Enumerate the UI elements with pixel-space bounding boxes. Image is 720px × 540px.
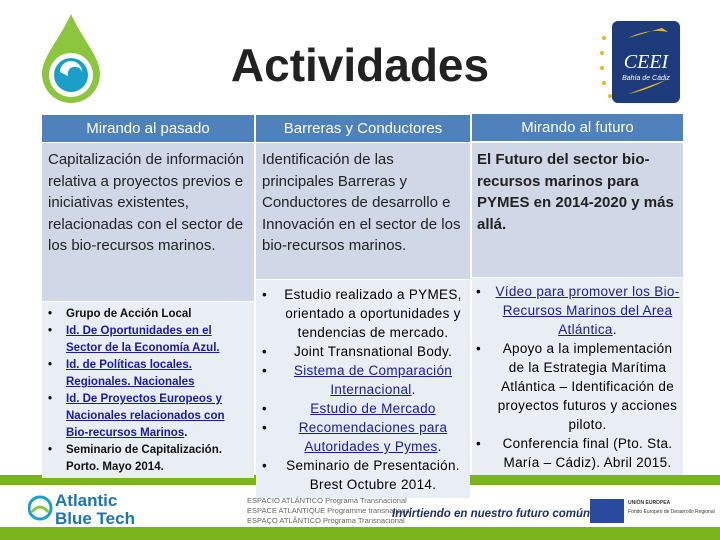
link-proyectos[interactable]: Id. De Proyectos Europeos y Nacionales relacionados con Bio-recursos Marinos (66, 393, 225, 439)
barriers-list-box: • Estudio realizado a PYMES, orientado a oportunidades y tendencias de mercado. • Joint Transnational Body. • Sistema de Comparación Internacional. • Estudio de Mercado • Recomendaciones para Autoridades y Pymes. • Seminario de Presentación. Brest Octubre 2014. (256, 280, 470, 498)
past-intro: Capitalización de información relativa a proyectos previos e iniciativas existentes, relacionadas con el sector de los bio-recursos marinos. (42, 143, 254, 301)
list-item: • Seminario de Presentación. Brest Octubre 2014. (258, 456, 466, 494)
list-item: • Seminario de Capitalización. Porto. Mayo 2014. (44, 442, 250, 476)
column-header-barriers: Barreras y Conductores (256, 115, 470, 142)
link-oportunidades[interactable]: Id. De Oportunidades en el Sector de la Economía Azul. (66, 325, 220, 354)
link-sistema-comparacion[interactable]: Sistema de Comparación Internacional (293, 363, 453, 397)
list-item: • Conferencia final (Pto. Sta. María – Cádiz). Abril 2015. (472, 434, 681, 472)
svg-text:Bahía de Cádiz: Bahía de Cádiz (622, 75, 670, 82)
column-header-future: Mirando al futuro (472, 114, 683, 141)
page-title: Actividades (230, 39, 490, 91)
list-item: • Apoyo a la implementación de la Estrategia Marítima Atlántica – Identificación de proyectos futuros y acciones piloto. (472, 339, 681, 434)
program-lines: ESPACIO ATLÁNTICO Programa Transnacional ESPACE ATLANTIQUE Programme transnational ESPAÇO ATLÂNTICO Programa Transnacional (247, 496, 412, 525)
future-list-box: • Vídeo para promover los Bio-Recursos Marinos del Area Atlántica. • Apoyo a la implementación de la Estrategia Marítima Atlántica – Identificación de proyectos futuros y acciones piloto. • Conferencia final (Pto. Sta. María – Cádiz). Abril 2015. (472, 278, 683, 475)
ceei-logo (598, 18, 682, 104)
eu-text: UNIÓN EUROPEA Fondo Europeo de Desarrollo Regional (628, 500, 715, 515)
column-header-past: Mirando al pasado (42, 115, 254, 142)
green-band-bottom (0, 527, 720, 540)
future-intro: El Futuro del sector bio-recursos marinos para PYMES en 2014-2020 y más allá. (472, 143, 683, 277)
list-item: • Grupo de Acción Local (44, 306, 250, 323)
past-list-box: • Grupo de Acción Local • Id. De Oportunidades en el Sector de la Economía Azul. • Id. de Políticas locales. Regionales. Nacionales • Id. De Proyectos Europeos y Nacionales relacionados con Bio-recursos Marinos. • Seminario de Capitalización. Porto. Mayo 2014. (42, 302, 254, 478)
link-recomendaciones[interactable]: Recomendaciones para Autoridades y Pymes (298, 420, 448, 454)
eu-flag-icon (590, 499, 624, 523)
barriers-intro: Identificación de las principales Barreras y Conductores de desarrollo e Innovación en el sector de los bio-recursos marinos. (256, 143, 470, 279)
list-item: • Joint Transnational Body. (258, 342, 466, 361)
list-item: • Estudio realizado a PYMES, orientado a oportunidades y tendencias de mercado. (258, 285, 466, 342)
svg-text:Blue Tech: Blue Tech (55, 509, 135, 528)
link-video[interactable]: Vídeo para promover los Bio-Recursos Marinos del Area Atlántica (495, 284, 680, 337)
atlantic-blue-tech-logo (28, 488, 158, 528)
link-estudio-mercado[interactable]: Estudio de Mercado (310, 401, 436, 416)
link-politicas[interactable]: Id. de Políticas locales. Regionales. Nacionales (66, 359, 195, 388)
svg-text:Atlantic: Atlantic (55, 491, 118, 510)
svg-text:CEEI: CEEI (623, 51, 669, 73)
slogan: Invirtiendo en nuestro futuro común (392, 508, 591, 520)
